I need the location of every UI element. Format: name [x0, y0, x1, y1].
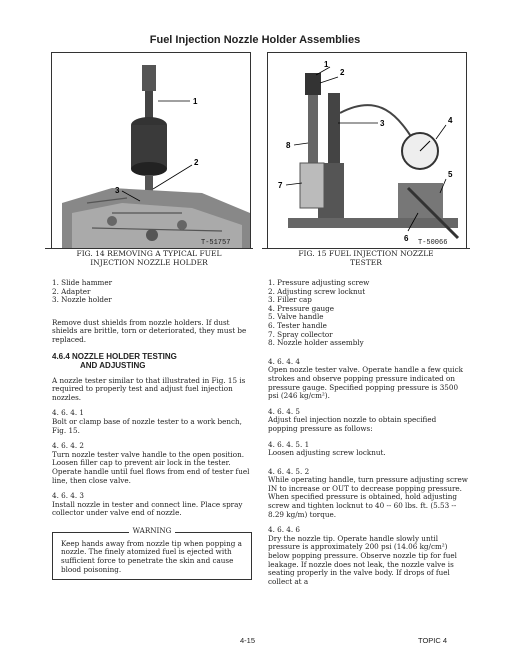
paragraph: Loosen adjusting screw locknut.: [268, 448, 386, 458]
list-item: 5. Valve handle: [268, 312, 324, 322]
fig14-caption-line1: FIG. 14 REMOVING A TYPICAL FUEL: [74, 249, 225, 258]
fig15-tnum: T-50066: [418, 239, 448, 247]
fig14-caption: [45, 248, 253, 267]
list-item: 1. Pressure adjusting screw: [268, 278, 370, 287]
fig15-caption: [262, 248, 470, 267]
section-number: 4. 6. 4. 5: [268, 406, 300, 416]
paragraph: Open nozzle tester valve. Operate handle a few quick strokes and observe popping pressure indicated on pressure gauge. Specified popping pressure is 3500 psi (246 kg/cm²).: [268, 365, 463, 401]
warning-box: [52, 525, 252, 580]
fig14-callout-2: 2: [194, 158, 199, 167]
section-number: 4. 6. 4. 5. 2: [268, 466, 310, 476]
paragraph: Dry the nozzle tip. Operate handle slowly until pressure is approximately 200 psi (14.06 kg/cm²) below popping pressure. Observe nozzle tip for fuel leakage. If nozzle does not leak, the nozzle valve is seating properly in the valve body. If drops of fuel collect at a: [268, 533, 457, 586]
section-number: 4. 6. 4. 1: [52, 408, 84, 418]
fig14-legend: [52, 279, 252, 305]
section-number: 4. 6. 4. 2: [52, 441, 84, 451]
section-number: 4. 6. 4. 3: [52, 491, 84, 501]
right-column: [268, 279, 468, 593]
page-title: Fuel Injection Nozzle Holder Assemblies: [149, 34, 361, 46]
fig15-callout-8: 8: [286, 141, 291, 150]
fig14-tnum: T-51757: [201, 239, 231, 247]
fig15-callout-5: 5: [448, 170, 453, 179]
list-item: 2. Adjusting screw locknut: [268, 286, 366, 296]
warning-text: Keep hands away from nozzle tip when popping a nozzle. The finely atomized fuel is ejected with sufficient force to penetrate the skin and cause blood poisoning.: [61, 538, 242, 574]
list-item: 7. Spray collector: [268, 329, 333, 339]
paragraph: Adjust fuel injection nozzle to obtain specified popping pressure as follows:: [268, 415, 437, 433]
fig14-callout-3: 3: [115, 186, 120, 195]
section-number: 4. 6. 4. 5. 1: [268, 439, 310, 449]
list-item: 4. Pressure gauge: [268, 303, 335, 313]
figure-14-illustration: [52, 53, 250, 248]
figure-15-illustration: [268, 53, 466, 248]
fig14-caption-line2: INJECTION NOZZLE HOLDER: [90, 258, 208, 267]
figure-14: [51, 52, 251, 248]
heading-line-1: 4.6.4 NOZZLE HOLDER TESTING: [52, 351, 177, 361]
left-column: [52, 279, 252, 580]
heading-line-2: AND ADJUSTING: [80, 361, 146, 371]
fig14-callout-1: 1: [193, 97, 198, 106]
fig15-callout-4: 4: [448, 116, 453, 125]
list-item: 1. Slide hammer: [52, 278, 113, 287]
topic-label: TOPIC 4: [418, 636, 448, 645]
list-item: 3. Nozzle holder: [52, 295, 112, 305]
section-number: 4. 6. 4. 6: [268, 525, 300, 535]
warning-title: WARNING: [129, 526, 176, 535]
section-heading: [52, 352, 252, 371]
list-item: 2. Adapter: [52, 286, 91, 296]
fig15-callout-1: 1: [324, 60, 329, 69]
paragraph: Turn nozzle tester valve handle to the open position. Loosen filler cap to prevent air lock in the tester. Operate handle until fuel flows from end of tester fuel line, then close valve.: [52, 449, 250, 485]
paragraph: Bolt or clamp base of nozzle tester to a work bench, Fig. 15.: [52, 416, 242, 435]
fig15-callout-6: 6: [404, 234, 409, 243]
section-number: 4. 6. 4. 4: [268, 356, 300, 366]
paragraph: Remove dust shields from nozzle holders. If dust shields are brittle, torn or deteriorated, they must be replaced.: [52, 317, 247, 344]
fig15-callout-7: 7: [278, 181, 283, 190]
page-number: 4-15: [240, 636, 256, 645]
paragraph: While operating handle, turn pressure adjusting screw IN to increase or OUT to decrease popping pressure. When specified pressure is obtained, hold adjusting screw and tighten locknut to 40 -- 60 lbs. ft. (5.53 -- 8.29 kg/m) torque.: [268, 475, 468, 519]
fig15-caption-line2: TESTER: [350, 258, 382, 267]
fig15-caption-line1: FIG. 15 FUEL INJECTION NOZZLE: [295, 249, 436, 258]
fig15-callout-2: 2: [340, 68, 345, 77]
fig15-legend: [268, 279, 468, 348]
paragraph: Install nozzle in tester and connect line. Place spray collector under valve end of nozzle.: [52, 499, 243, 518]
list-item: 3. Filler cap: [268, 295, 312, 305]
list-item: 8. Nozzle holder assembly: [268, 338, 364, 348]
figure-15: [267, 52, 467, 248]
paragraph: A nozzle tester similar to that illustrated in Fig. 15 is required to properly test and adjust fuel injection nozzles.: [52, 375, 246, 402]
fig15-callout-3: 3: [380, 119, 385, 128]
list-item: 6. Tester handle: [268, 320, 327, 330]
